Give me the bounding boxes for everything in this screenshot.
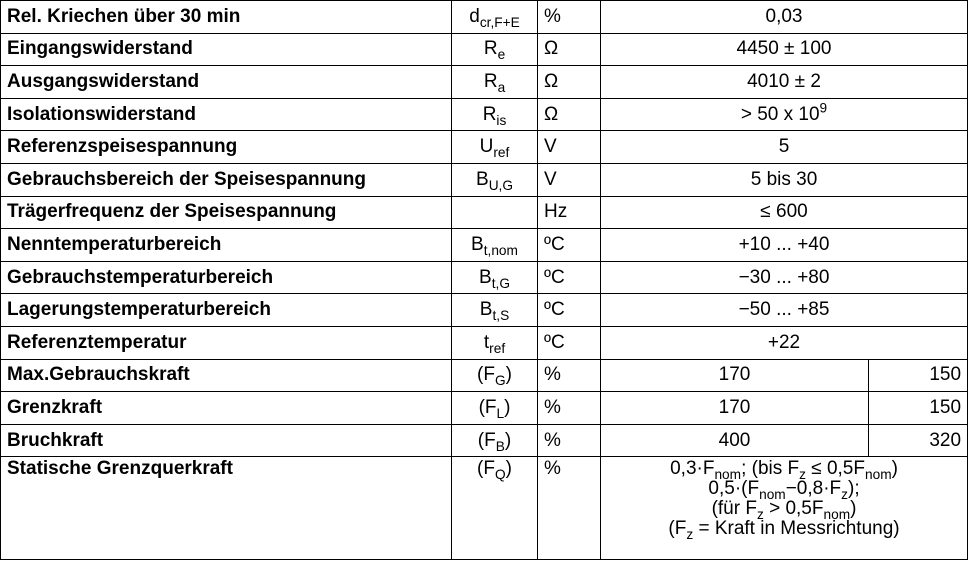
row-unit: ºC: [538, 261, 601, 294]
table-row: [1, 326, 968, 359]
row-unit: %: [538, 392, 601, 425]
row-symbol: $U_{ref}$: [452, 131, 538, 164]
row-symbol: $B_{t,G}$: [452, 261, 538, 294]
row-value: ≤ 600: [601, 196, 968, 229]
row-symbol: $R_e$: [452, 33, 538, 66]
table-row: [1, 229, 968, 262]
row-value: 5: [601, 131, 968, 164]
row-value: 4450 ± 100: [601, 33, 968, 66]
row-symbol: $(F_B)$: [452, 424, 538, 457]
row-label: Gebrauchstemperaturbereich: [1, 261, 452, 294]
row-value: 0,03: [601, 1, 968, 34]
row-value-1: 170: [601, 392, 869, 425]
row-value-2: 150: [869, 359, 968, 392]
table-row: [1, 1, 968, 34]
row-label: Eingangswiderstand: [1, 33, 452, 66]
table-row: [1, 457, 968, 560]
table-row: [1, 392, 968, 425]
row-value-2: 320: [869, 424, 968, 457]
table-row: [1, 294, 968, 327]
row-unit: %: [538, 457, 601, 560]
row-unit: %: [538, 424, 601, 457]
row-value: −50 ... +85: [601, 294, 968, 327]
row-value-2: 150: [869, 392, 968, 425]
formula-line-3: (für $F_z > 0,5F_{nom}$): [711, 498, 857, 523]
row-unit: Ω: [538, 33, 601, 66]
row-symbol: $d_{cr,F+E}$: [452, 1, 538, 34]
row-unit: ºC: [538, 294, 601, 327]
row-symbol: $(F_L)$: [452, 392, 538, 425]
row-label: Statische Grenzquerkraft: [1, 457, 452, 560]
row-unit: ºC: [538, 229, 601, 262]
row-symbol: $B_{U,G}$: [452, 163, 538, 196]
row-value-1: 400: [601, 424, 869, 457]
row-symbol: $R_{is}$: [452, 98, 538, 131]
row-symbol: $(F_G)$: [452, 359, 538, 392]
row-label: Nenntemperaturbereich: [1, 229, 452, 262]
row-label: Grenzkraft: [1, 392, 452, 425]
row-value-1: 170: [601, 359, 869, 392]
formula-line-4: ($F_z$ = Kraft in Messrichtung): [668, 518, 900, 543]
row-label: Rel. Kriechen über 30 min: [1, 1, 452, 34]
row-value-formula: [601, 457, 968, 560]
row-symbol: $R_a$: [452, 66, 538, 99]
table-row: [1, 98, 968, 131]
row-label: Isolationswiderstand: [1, 98, 452, 131]
row-label: Referenzspeisespannung: [1, 131, 452, 164]
row-label: Max.Gebrauchskraft: [1, 359, 452, 392]
table-row: [1, 196, 968, 229]
row-value: 5 bis 30: [601, 163, 968, 196]
row-unit: ºC: [538, 326, 601, 359]
table-row: [1, 359, 968, 392]
table-row: [1, 424, 968, 457]
row-symbol: $t_{ref}$: [452, 326, 538, 359]
row-value: 4010 ± 2: [601, 66, 968, 99]
row-symbol: $B_{t,S}$: [452, 294, 538, 327]
row-value: > 50 x $10^9$: [601, 98, 968, 131]
row-value: +10 ... +40: [601, 229, 968, 262]
row-unit: %: [538, 1, 601, 34]
row-value: −30 ... +80: [601, 261, 968, 294]
row-label: Ausgangswiderstand: [1, 66, 452, 99]
row-unit: Ω: [538, 98, 601, 131]
row-label: Bruchkraft: [1, 424, 452, 457]
row-unit: V: [538, 131, 601, 164]
row-symbol: [452, 196, 538, 229]
row-unit: %: [538, 359, 601, 392]
row-label: Trägerfrequenz der Speisespannung: [1, 196, 452, 229]
table-row: [1, 33, 968, 66]
table-row: [1, 163, 968, 196]
row-label: Gebrauchsbereich der Speisespannung: [1, 163, 452, 196]
row-unit: Ω: [538, 66, 601, 99]
row-label: Referenztemperatur: [1, 326, 452, 359]
row-unit: V: [538, 163, 601, 196]
row-symbol: $B_{t,nom}$: [452, 229, 538, 262]
formula-line-2: $0,5\cdot(F_{nom}-0,8\cdot F_z)$;: [708, 478, 860, 503]
table-row: [1, 131, 968, 164]
row-unit: Hz: [538, 196, 601, 229]
table-row: [1, 261, 968, 294]
row-symbol: $(F_Q)$: [452, 457, 538, 560]
formula-line-1: $0,3\cdot F_{nom}$; (bis $F_z \le 0,5F_{nom}$): [670, 458, 898, 483]
row-label: Lagerungstemperaturbereich: [1, 294, 452, 327]
row-value: +22: [601, 326, 968, 359]
table-row: [1, 66, 968, 99]
